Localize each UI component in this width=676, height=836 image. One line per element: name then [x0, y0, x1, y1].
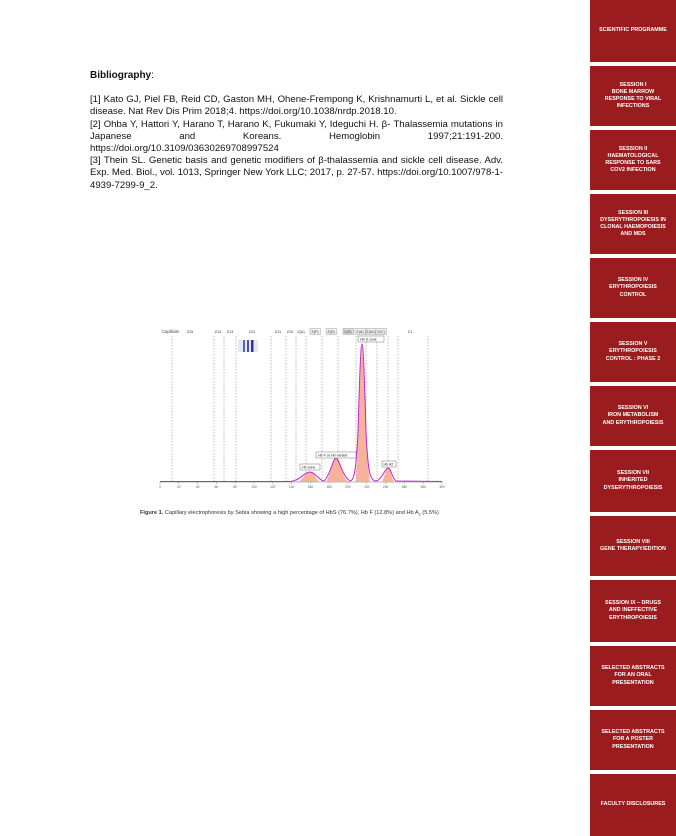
zone-label: Z(D)	[327, 330, 335, 334]
zone-label: Z10	[286, 330, 294, 334]
peak-label-hb	[300, 464, 320, 470]
nav-oral-abstracts[interactable]: SELECTED ABSTRACTS FOR AN ORAL PRESENTATION	[590, 646, 676, 706]
bibliography-heading-text: Bibliography	[90, 70, 152, 81]
nav-session-5[interactable]: SESSION V ERYTHROPOIESIS CONTROL : PHASE 2	[590, 322, 676, 382]
electrophoresis-figure	[150, 322, 450, 497]
peak-label-hbf-text: Hb F or Hb variant	[318, 453, 348, 458]
zone-labels	[187, 329, 412, 335]
x-tick-label: 300	[439, 485, 445, 489]
nav-poster-abstracts[interactable]: SELECTED ABSTRACTS FOR A POSTER PRESENTATION	[590, 710, 676, 770]
x-tick-label: 100	[251, 485, 257, 489]
nav-session-1[interactable]: SESSION I BONE MARROW RESPONSE TO VIRAL INFECTIONS	[590, 66, 676, 126]
peak-label-hbs	[358, 336, 384, 342]
peak-label-hb-text: Hb zone	[302, 465, 316, 470]
peak-label-hbf	[316, 452, 356, 458]
peak-label-hbs-text: Hb S zone	[360, 337, 377, 342]
x-tick-label: 80	[233, 485, 237, 489]
peak-label-hba2-text: Hb A2	[383, 462, 394, 467]
nav-faculty-disclosures[interactable]: FACULTY DISCLOSURES	[590, 774, 676, 836]
peak-fill-hbf	[326, 458, 348, 482]
nav-scientific-programme[interactable]: SCIENTIFIC PROGRAMME	[590, 0, 676, 62]
x-tick-label: 60	[214, 485, 219, 489]
zone-label: Z(A)	[356, 330, 364, 334]
zone-label: Z11	[274, 330, 282, 334]
reference-item: [2] Ohba Y, Hattori Y, Harano T, Harano K, Fukumaki Y, Ideguchi H. β- Thalassemia mutations in Japanese and Koreans. Hemoglobin 1997;21:191-200. https://doi.org/10.3109/03630269708997524	[90, 118, 503, 155]
bibliography-heading-colon: :	[151, 70, 154, 81]
zone-label: Z1	[407, 330, 413, 334]
sidebar-nav	[590, 0, 676, 836]
zone-label: Z14	[214, 330, 222, 334]
x-tick-label: 220	[364, 485, 370, 489]
zone-label: Z(S)	[344, 330, 352, 334]
x-tick-label: 20	[177, 485, 181, 489]
zone-label: Z15	[186, 330, 194, 334]
nav-session-4[interactable]: SESSION IV ERYTHROPOIESIS CONTROL	[590, 258, 676, 318]
x-tick-label: 0	[159, 485, 161, 489]
zone-label: Z(F)	[311, 330, 319, 334]
nav-session-8[interactable]: SESSION VIII GENE THERAPY/EDITION	[590, 516, 676, 576]
gel-band	[238, 340, 258, 352]
nav-session-2[interactable]: SESSION II HAEMATOLOGICAL RESPONSE TO SARS COV2 INFECTION	[590, 130, 676, 190]
x-tick-label: 180	[326, 485, 332, 489]
electrophoresis-trace	[160, 344, 442, 482]
x-tick-label: 260	[401, 485, 408, 489]
x-tick-label: 40	[195, 485, 200, 489]
x-axis-ticks	[159, 482, 445, 489]
nav-session-6[interactable]: SESSION VI IRON METABOLISM AND ERYTHROPOIESIS	[590, 386, 676, 446]
x-tick-label: 160	[307, 485, 314, 489]
caption-text: Capillary electrophoresis by Sebia showing a high percentage of HbS (76.7%), Hb F (12.8%) and Hb A	[163, 510, 419, 516]
caption-subscript: 2	[418, 512, 421, 518]
bibliography-heading	[90, 70, 503, 82]
x-tick-label: 120	[270, 485, 276, 489]
reference-item: [1] Kato GJ, Piel FB, Reid CD, Gaston MH, Ohene-Frempong K, Krishnamurti L, et al. Sickle cell disease. Nat Rev Dis Prim 2018;4. https://doi.org/10.1038/nrdp.2018.10.	[90, 94, 503, 118]
caption-end: (5.5%)	[420, 510, 439, 516]
caption-label: Figure 1.	[140, 510, 164, 516]
zone-label: Z12	[248, 330, 256, 334]
document-body	[90, 70, 503, 192]
reference-item: [3] Thein SL. Genetic basis and genetic modifiers of β-thalassemia and sickle cell disease. Adv. Exp. Med. Biol., vol. 1013, Springer New York LLC; 2017, p. 27-57. https://doi.org/10.1007/978-1-4939-7299-9_2.	[90, 155, 503, 191]
nav-session-9[interactable]: SESSION IX – DRUGS AND INEFFECTIVE ERYTHROPOIESIS	[590, 580, 676, 642]
zone-boundaries	[172, 336, 428, 482]
x-tick-label: 240	[382, 485, 389, 489]
zone-label: Z(C)	[377, 330, 385, 334]
x-tick-label: 140	[288, 485, 295, 489]
x-tick-label: 280	[420, 485, 426, 489]
nav-session-3[interactable]: SESSION III DYSERYTHROPOIESIS IN CLONAL HAEMOPOIESIS AND MDS	[590, 194, 676, 254]
zone-label: Z(A)	[297, 330, 305, 334]
zone-label: Z(A2)	[366, 330, 376, 334]
zone-label: Z13	[226, 330, 234, 334]
zone-row-label: Capillaire	[162, 329, 180, 334]
peak-label-hba2	[382, 461, 396, 467]
nav-session-7[interactable]: SESSION VII INHERITED DYSERYTHROPOIESIS	[590, 450, 676, 512]
x-tick-label: 200	[345, 485, 351, 489]
figure-caption	[140, 510, 520, 517]
